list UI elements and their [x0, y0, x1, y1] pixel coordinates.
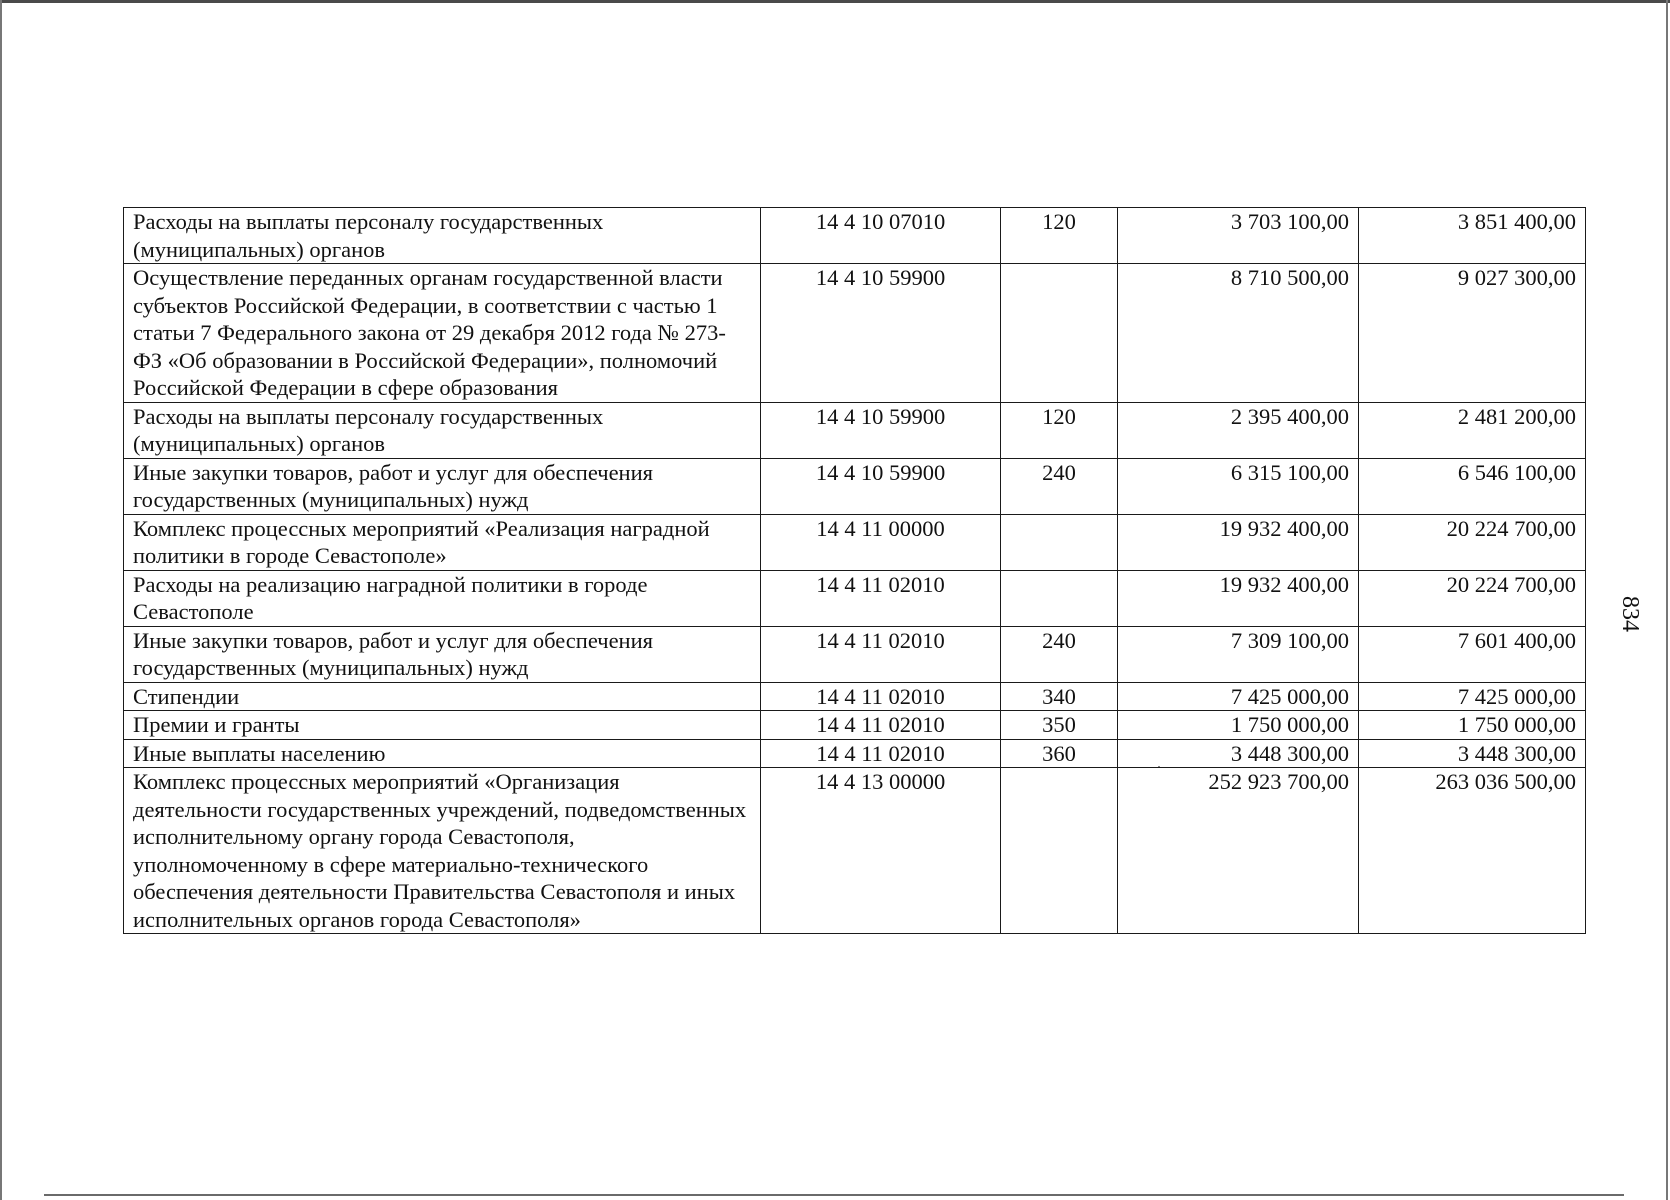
- amount-year1-cell: 19 932 400,00: [1118, 570, 1359, 626]
- target-code-cell: 14 4 10 59900: [761, 402, 1001, 458]
- table-row: [124, 739, 1586, 768]
- amount-year1-cell: 1 750 000,00: [1118, 711, 1359, 740]
- expense-type-cell: 240: [1001, 458, 1118, 514]
- expense-name-cell: Иные закупки товаров, работ и услуг для обеспечения государственных (муниципальных) нужд: [124, 458, 761, 514]
- amount-year2-cell: 20 224 700,00: [1359, 514, 1586, 570]
- target-code-cell: 14 4 10 59900: [761, 264, 1001, 403]
- expense-type-cell: 120: [1001, 402, 1118, 458]
- scan-speck: [1158, 766, 1160, 767]
- amount-year2-cell: 1 750 000,00: [1359, 711, 1586, 740]
- expense-name-cell: Комплекс процессных мероприятий «Организация деятельности государственных учреждений, подведомственных исполнительному органу города Севастополя, уполномоченному в сфере материально-технического обеспечения деятельности Правительства Севастополя и иных исполнительных органов города Севастополя»: [124, 768, 761, 934]
- target-code-cell: 14 4 10 59900: [761, 458, 1001, 514]
- amount-year2-cell: 2 481 200,00: [1359, 402, 1586, 458]
- amount-year2-cell: 7 425 000,00: [1359, 682, 1586, 711]
- amount-year2-cell: 6 546 100,00: [1359, 458, 1586, 514]
- amount-year2-cell: 3 448 300,00: [1359, 739, 1586, 768]
- expense-type-cell: [1001, 570, 1118, 626]
- amount-year2-cell: 9 027 300,00: [1359, 264, 1586, 403]
- table-row: [124, 458, 1586, 514]
- amount-year1-cell: 7 425 000,00: [1118, 682, 1359, 711]
- amount-year1-cell: 3 703 100,00: [1118, 208, 1359, 264]
- expense-type-cell: [1001, 768, 1118, 934]
- target-code-cell: 14 4 11 02010: [761, 570, 1001, 626]
- table-row: [124, 711, 1586, 740]
- amount-year1-cell: 7 309 100,00: [1118, 626, 1359, 682]
- expense-name-cell: Стипендии: [124, 682, 761, 711]
- scan-edge-bottom: [44, 1194, 1624, 1196]
- table-row: [124, 264, 1586, 403]
- budget-table: [123, 207, 1586, 934]
- scan-edge-left: [0, 0, 2, 1200]
- amount-year1-cell: 6 315 100,00: [1118, 458, 1359, 514]
- expense-type-cell: [1001, 514, 1118, 570]
- table-row: [124, 402, 1586, 458]
- expense-name-cell: Расходы на реализацию наградной политики в городе Севастополе: [124, 570, 761, 626]
- table-row: [124, 626, 1586, 682]
- budget-table-body: [124, 208, 1586, 934]
- target-code-cell: 14 4 11 02010: [761, 626, 1001, 682]
- target-code-cell: 14 4 11 02010: [761, 739, 1001, 768]
- expense-name-cell: Расходы на выплаты персоналу государственных (муниципальных) органов: [124, 208, 761, 264]
- amount-year2-cell: 263 036 500,00: [1359, 768, 1586, 934]
- expense-type-cell: [1001, 264, 1118, 403]
- expense-name-cell: Комплекс процессных мероприятий «Реализация наградной политики в городе Севастополе»: [124, 514, 761, 570]
- table-row: [124, 682, 1586, 711]
- expense-name-cell: Иные закупки товаров, работ и услуг для обеспечения государственных (муниципальных) нужд: [124, 626, 761, 682]
- expense-name-cell: Осуществление переданных органам государственной власти субъектов Российской Федерации, в соответствии с частью 1 статьи 7 Федерального закона от 29 декабря 2012 года № 273-ФЗ «Об образовании в Российской Федерации», полномочий Российской Федерации в сфере образования: [124, 264, 761, 403]
- amount-year1-cell: 8 710 500,00: [1118, 264, 1359, 403]
- amount-year1-cell: 19 932 400,00: [1118, 514, 1359, 570]
- target-code-cell: 14 4 11 02010: [761, 682, 1001, 711]
- expense-type-cell: 350: [1001, 711, 1118, 740]
- amount-year1-cell: 2 395 400,00: [1118, 402, 1359, 458]
- amount-year1-cell: 252 923 700,00: [1118, 768, 1359, 934]
- amount-year2-cell: 3 851 400,00: [1359, 208, 1586, 264]
- expense-type-cell: 120: [1001, 208, 1118, 264]
- scan-edge-right: [1666, 0, 1668, 1200]
- amount-year2-cell: 20 224 700,00: [1359, 570, 1586, 626]
- amount-year1-cell: 3 448 300,00: [1118, 739, 1359, 768]
- table-row: [124, 570, 1586, 626]
- table-row: [124, 514, 1586, 570]
- expense-type-cell: 360: [1001, 739, 1118, 768]
- target-code-cell: 14 4 11 02010: [761, 711, 1001, 740]
- expense-name-cell: Расходы на выплаты персоналу государственных (муниципальных) органов: [124, 402, 761, 458]
- target-code-cell: 14 4 10 07010: [761, 208, 1001, 264]
- table-row: [124, 768, 1586, 934]
- target-code-cell: 14 4 11 00000: [761, 514, 1001, 570]
- amount-year2-cell: 7 601 400,00: [1359, 626, 1586, 682]
- scan-edge-top: [0, 0, 1670, 3]
- expense-type-cell: 240: [1001, 626, 1118, 682]
- target-code-cell: 14 4 13 00000: [761, 768, 1001, 934]
- expense-type-cell: 340: [1001, 682, 1118, 711]
- table-row: [124, 208, 1586, 264]
- expense-name-cell: Премии и гранты: [124, 711, 761, 740]
- page-number: 834: [1617, 596, 1643, 632]
- expense-name-cell: Иные выплаты населению: [124, 739, 761, 768]
